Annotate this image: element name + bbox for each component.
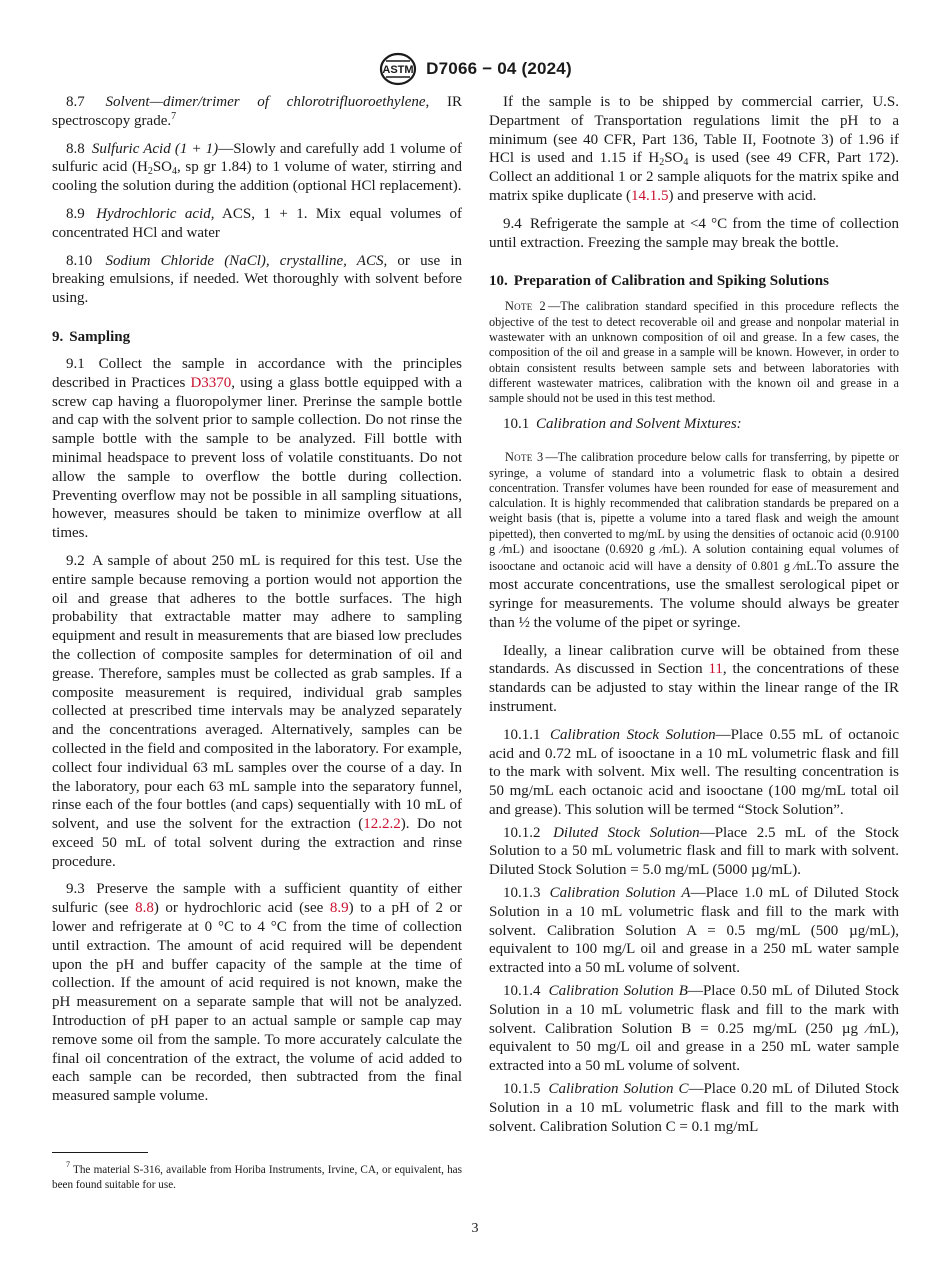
paragraph-10-1-5: 10.1.5 Calibration Solution C—Place 0.20 mL of Diluted Stock Solution in a 10 mL volumetric flask and fill to the mark with solvent. Calibration Solution C = 0.1 mg/mL bbox=[489, 1081, 899, 1135]
paragraph-10-1-1: 10.1.1 Calibration Stock Solution—Place 0.55 mL of octanoic acid and 0.72 mL of isooctane in a 10 mL volumetric flask and fill to the mark with solvent. Mix well. The resulting concentration is 50 mg/mL each octanoic acid and isooctane (100 mg/mL total oil and grease). This solution will be termed “Stock Solution”. bbox=[489, 726, 900, 818]
paragraph-8-9: 8.9 Hydrochloric acid, ACS, 1 + 1. Mix equal volumes of concentrated HCl and water bbox=[52, 205, 463, 241]
footnote-7: $^7$ The material S-316, available from Horiba Instruments, Irvine, CA, or equivalent, has been found suitable for use. bbox=[52, 1160, 462, 1191]
note-3: Note 3 —The calibration procedure below calls for transferring, by pipette or syringe, a volume of standard into a volumetric flask to obtain a desired concentration. Transfer volumes have been rounded for ease of measurement and calculation. It is highly recommended that calibration standards be prepared on a weight basis (that is, pipette a volume into a tared flask and weigh the amount pipetted), then converted to mg/mL by using the densities of octanoic acid (0.9100 g ⁄mL) and isooctane (0.6920 g ⁄mL). A solution containing equal volumes of isooctane and octanoic acid will have a density of 0.801 g ⁄mL.To assure the most accurate concentrations, use the smallest serological pipet or syringe for measurements. The volume should always be greater than ½ the volume of the pipet or syringe. bbox=[489, 450, 899, 631]
paragraph-10-1-4: 10.1.4 Calibration Solution B—Place 0.50 mL of Diluted Stock Solution in a 10 mL volumetric flask and fill to the mark with solvent. Calibration Solution B = 0.25 mg/mL (250 µg ⁄mL), equivalent to 50 mg/L oil and grease in a 250 mL water sample extracted into a 50 mL volume of solvent. bbox=[489, 983, 899, 1075]
link-8-9[interactable]: 8.9 bbox=[329, 900, 349, 917]
paragraph-9-3-continued: If the sample is to be shipped by commercial carrier, U.S. Department of Transportation regulations limit the pH to a minimum (see 40 CFR, Part 136, Table II, Footnote 3) of 1.96 if HCl is used and 1.15 if $H_2SO_4$ is used (see 49 CFR, Part 172). Collect an additional 1 or 2 sample aliquots for the matrix spike and matrix spike duplicate (14.1.5) and preserve with acid. bbox=[489, 94, 899, 204]
footnote-divider bbox=[52, 1152, 148, 1153]
page-header bbox=[0, 52, 950, 86]
paragraph-9-2: 9.2 A sample of about 250 mL is required for this test. Use the entire sample because removing a portion would not apportion the oil and grease that adheres to the bottle surfaces. The high probability that extractable matter may adhere to sampling equipment and result in measurements that are biased low precludes the collection of composite samples for determination of oil and grease. Therefore, samples must be collected as grab samples. If a composite measurement is required, individual grab samples collected at prescribed time intervals may be analyzed separately and the concentrations averaged. Alternatively, samples can be collected in the field and composited in the laboratory. For example, collect four individual 63 mL samples over the course of a day. In the laboratory, pour each 63 mL sample into the separatory funnel, rinse each of the four bottles (and caps) sequentially with 10 mL of solvent, and use the solvent for the extraction (12.2.2). Do not exceed 50 mL of total solvent during the extraction and rinse procedure. bbox=[52, 552, 462, 870]
paragraph-10-1-3: 10.1.3 Calibration Solution A—Place 1.0 mL of Diluted Stock Solution in a 10 mL volumetric flask and fill to the mark with solvent. Calibration Solution A = 0.5 mg/mL (500 µg/mL), equivalent to 100 mg/L oil and grease in a 250 mL water sample extracted into a 50 mL volume of solvent. bbox=[489, 885, 900, 977]
paragraph-10-1: 10.1 Calibration and Solvent Mixtures: bbox=[503, 416, 742, 433]
footnote-ref-7[interactable]: 7 bbox=[171, 110, 177, 122]
paragraph-8-7: 8.7 Solvent—dimer/trimer of chlorotrifluoroethylene, IR spectroscopy grade.$^7$ bbox=[52, 94, 462, 129]
svg-text:ASTM: ASTM bbox=[382, 64, 414, 76]
paragraph-8-10: 8.10 Sodium Chloride (NaCl), crystalline, ACS, or use in breaking emulsions, if needed. Wet thoroughly with solvent before using. bbox=[52, 252, 462, 307]
link-section-11[interactable]: 11 bbox=[708, 661, 723, 678]
link-12-2-2[interactable]: 12.2.2 bbox=[363, 816, 401, 833]
paragraph-9-3: 9.3 Preserve the sample with a sufficient quantity of either sulfuric (see 8.8) or hydrochloric acid (see 8.9) to a pH of 2 or lower and refrigerate at 0 °C to 4 °C from the time of collection until extraction. The amount of acid required will be dependent upon the pH and buffer capacity of the sample at the time of collection. If the amount of acid required is not known, make the pH measurement on a separate sample that will not be analyzed. Introduction of pH paper to an actual sample or sample cap may remove some oil from the sample. To more accurately calculate the final oil concentration of the extract, the volume of acid added to each sample can be recorded, then subtracted from the final measured sample volume. bbox=[52, 881, 462, 1105]
left-column bbox=[52, 93, 462, 1115]
link-8-8[interactable]: 8.8 bbox=[135, 900, 154, 917]
link-14-1-5[interactable]: 14.1.5 bbox=[631, 187, 669, 204]
right-column bbox=[489, 93, 899, 1136]
paragraph-9-1: 9.1 Collect the sample in accordance with the principles described in Practices D3370, using a glass bottle equipped with a screw cap having a fluoropolymer liner. Prerinse the sample bottle and cap with the solvent prior to sample collection. Do not rinse the sample bottle with the sample to be analyzed. Fill bottle with minimal headspace to prevent loss of volatile constituants. Do not allow the sample to overflow the bottle during collection. Preventing overflow may not be possible in all sampling situations, however, measures should be taken to minimize overflow at all times. bbox=[52, 355, 463, 542]
document-designation: D7066 − 04 (2024) bbox=[426, 59, 572, 78]
page-number: 3 bbox=[471, 1221, 479, 1236]
paragraph-calibration-curve: Ideally, a linear calibration curve will be obtained from these standards. As discussed in Section 11, the concentrations of these standards can be adjusted to stay within the linear range of the IR instrument. bbox=[489, 642, 899, 715]
paragraph-9-4: 9.4 Refrigerate the sample at <4 °C from the time of collection until extraction. Freezing the sample may break the bottle. bbox=[489, 215, 899, 251]
astm-logo-icon bbox=[378, 52, 418, 86]
paragraph-10-1-2: 10.1.2 Diluted Stock Solution—Place 2.5 mL of the Stock Solution to a 50 mL volumetric flask and fill to mark with solvent. Diluted Stock Solution = 5.0 mg/mL (5000 µg/mL). bbox=[489, 824, 900, 879]
paragraph-8-8: 8.8 Sulfuric Acid (1 + 1)—Slowly and carefully add 1 volume of sulfuric acid ($H_2SO_4$, sp gr 1.84) to 1 volume of water, stirring and cooling the solution during the addition (optional HCl replacement). bbox=[52, 140, 463, 195]
section-heading-calibration: 10. Preparation of Calibration and Spiking Solutions bbox=[489, 273, 829, 290]
link-d3370[interactable]: D3370 bbox=[190, 374, 232, 391]
section-heading-sampling: 9. Sampling bbox=[52, 328, 131, 345]
note-2: Note 2 —The calibration standard specified in this procedure reflects the objective of the test to detect recoverable oil and grease and nonpolar material in wastewater with an unknown composition of oil and grease. In a few cases, the composition of the oil and grease in a sample will be known. However, in order to obtain consistent results between sample sets and between laboratories with different wastewater matrices, calibration with the known oil and grease in a sample should not be used in this test method. bbox=[489, 299, 899, 406]
